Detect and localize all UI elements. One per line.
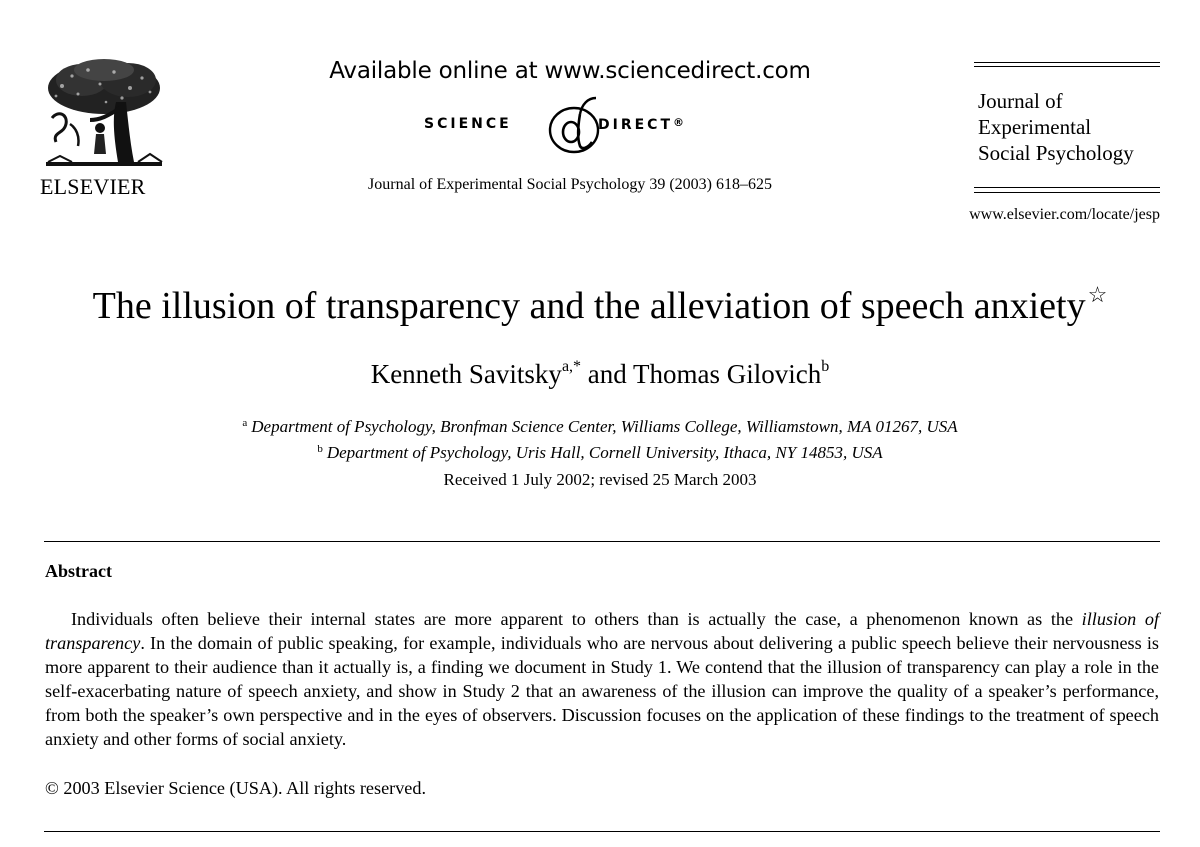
affiliation-text: Department of Psychology, Bronfman Science Center, Williams College, Williamstown, MA 01267, USA bbox=[251, 417, 958, 436]
abstract-heading: Abstract bbox=[45, 561, 112, 581]
author-conjunction: and bbox=[587, 359, 627, 389]
section-divider bbox=[44, 541, 1160, 542]
abstract-text: . In the domain of public speaking, for example, individuals who are nervous about delivering a public speech believe their nervousness is more apparent to their audience than it actually is, a finding we document in Study 1. We contend that the illusion of transparency can play a role in the self-exacerbating nature of speech anxiety, and show in Study 2 that an awareness of the illusion can improve the quality of a speaker’s performance, from both the speaker’s own perspective and in the eyes of observers. Discussion focuses on the application of these findings to the treatment of speech anxiety and other forms of social anxiety. bbox=[45, 633, 1159, 749]
abstract-emphasis: illusion of transparency bbox=[45, 609, 1160, 653]
affiliations bbox=[100, 412, 1100, 464]
journal-name-line: Social Psychology bbox=[978, 141, 1134, 165]
journal-url[interactable]: www.elsevier.com/locate/jesp bbox=[969, 206, 1160, 223]
abstract-body bbox=[45, 607, 1159, 751]
author-affiliation-mark[interactable]: b bbox=[821, 358, 830, 375]
affiliation-mark: b bbox=[317, 443, 323, 455]
elsevier-logo bbox=[40, 58, 168, 198]
article-title bbox=[20, 282, 1180, 328]
abstract-text: Individuals often believe their internal states are more apparent to others than is actually the case, a phenomenon known as the bbox=[71, 609, 1082, 629]
copyright-notice: © 2003 Elsevier Science (USA). All rights reserved. bbox=[45, 778, 427, 798]
author-name: Kenneth Savitsky bbox=[370, 359, 562, 389]
journal-box-rule bbox=[974, 187, 1160, 188]
available-online-text: Available online at www.sciencedirect.com bbox=[329, 58, 811, 84]
abstract-paragraph bbox=[45, 607, 1159, 751]
journal-box-rule bbox=[974, 62, 1160, 63]
journal-name-line: Experimental bbox=[978, 115, 1092, 139]
sciencedirect-logo bbox=[380, 96, 760, 158]
publisher-wordmark: ELSEVIER bbox=[40, 174, 146, 199]
at-symbol-icon bbox=[544, 96, 604, 158]
section-divider bbox=[44, 831, 1160, 832]
journal-name-line: Journal of bbox=[978, 89, 1063, 113]
journal-box-rule bbox=[974, 192, 1160, 193]
affiliation-text: Department of Psychology, Uris Hall, Cornell University, Ithaca, NY 14853, USA bbox=[326, 443, 883, 462]
sciencedirect-left-text: SCIENCE bbox=[424, 116, 512, 132]
journal-name bbox=[978, 88, 1168, 166]
affiliation-b bbox=[100, 438, 1100, 464]
article-title-text: The illusion of transparency and the alleviation of speech anxiety bbox=[92, 285, 1086, 327]
sciencedirect-right-text: DIRECT® bbox=[598, 116, 684, 133]
elsevier-tree-icon bbox=[42, 58, 166, 170]
author-affiliation-mark[interactable]: a,* bbox=[561, 358, 582, 375]
affiliation-a bbox=[100, 412, 1100, 438]
journal-box-rule bbox=[974, 66, 1160, 67]
author-list bbox=[100, 358, 1100, 390]
journal-citation: Journal of Experimental Social Psychology 39 (2003) 618–625 bbox=[368, 176, 772, 193]
title-footnote-star-icon[interactable]: ☆ bbox=[1087, 282, 1108, 307]
affiliation-mark: a bbox=[242, 417, 248, 429]
received-dates: Received 1 July 2002; revised 25 March 2003 bbox=[443, 470, 757, 489]
author-name: Thomas Gilovich bbox=[633, 359, 822, 389]
